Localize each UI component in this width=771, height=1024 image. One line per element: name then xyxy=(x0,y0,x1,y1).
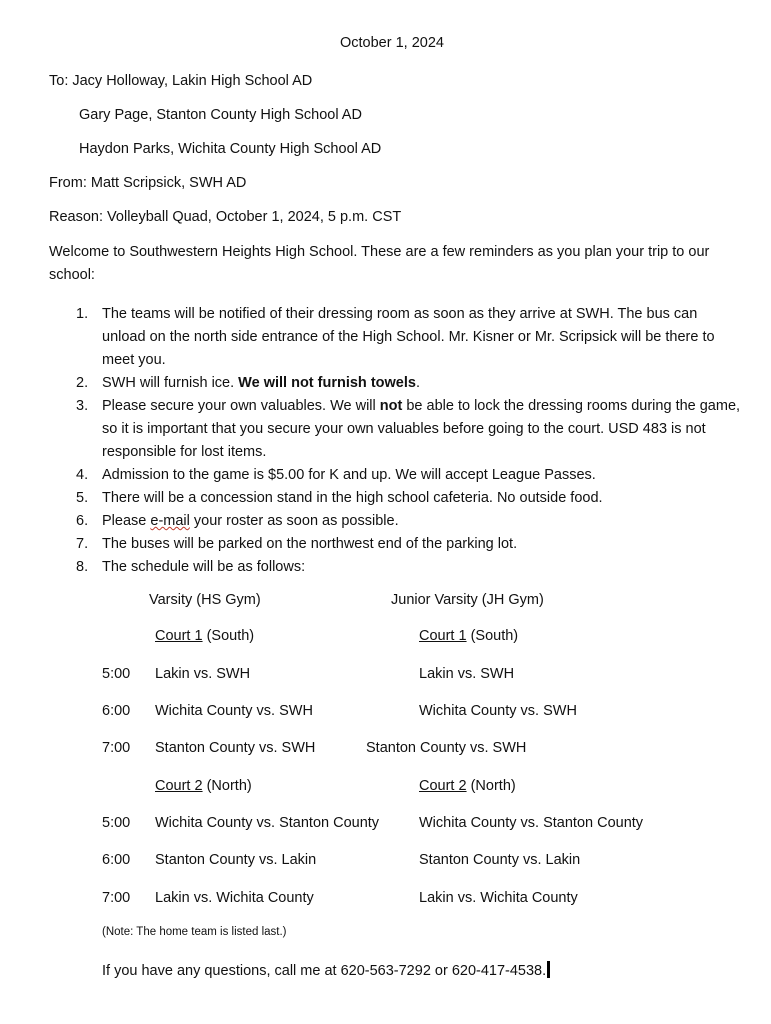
time-cell: 6:00 xyxy=(102,703,131,719)
list-number: 5. xyxy=(76,490,89,506)
varsity-match: Wichita County vs. Stanton County xyxy=(155,815,380,831)
time-cell: 5:00 xyxy=(102,815,131,831)
list-text: SWH will furnish ice. xyxy=(102,375,239,391)
list-item xyxy=(76,395,741,464)
time-cell: 5:00 xyxy=(102,666,131,682)
list-item xyxy=(76,464,741,487)
varsity-match: Stanton County vs. Lakin xyxy=(155,852,317,868)
spellcheck-flagged-word[interactable]: e-mail xyxy=(150,513,190,529)
home-team-note: (Note: The home team is listed last.) xyxy=(102,926,287,938)
reason-line: Reason: Volleyball Quad, October 1, 2024, 5 p.m. CST xyxy=(49,209,402,225)
list-text-bold: We will not furnish towels xyxy=(238,375,416,391)
list-number: 7. xyxy=(76,536,89,552)
list-item xyxy=(76,556,741,579)
list-item xyxy=(76,533,741,556)
court-1-jv-label: Court 1 (South) xyxy=(419,628,519,644)
jv-match: Lakin vs. SWH xyxy=(419,666,515,682)
list-number: 1. xyxy=(76,306,89,322)
court-1-varsity-label: Court 1 (South) xyxy=(155,628,255,644)
time-cell: 6:00 xyxy=(102,852,131,868)
time-cell: 7:00 xyxy=(102,740,131,756)
list-text: Please secure your own valuables. We will xyxy=(102,398,380,414)
to-recipient-2: Gary Page, Stanton County High School AD xyxy=(79,107,362,123)
list-number: 2. xyxy=(76,375,89,391)
varsity-match: Lakin vs. SWH xyxy=(155,666,251,682)
list-number: 8. xyxy=(76,559,89,575)
list-text: Please xyxy=(102,513,151,529)
list-text: . xyxy=(415,375,420,391)
list-text: your roster as soon as possible. xyxy=(189,513,399,529)
time-cell: 7:00 xyxy=(102,890,131,906)
list-item xyxy=(76,487,741,510)
list-text-bold: not xyxy=(379,398,403,414)
jv-match: Lakin vs. Wichita County xyxy=(419,890,578,906)
welcome-line-1: Welcome to Southwestern Heights High School. These are a few reminders as you plan your trip to our xyxy=(49,244,710,260)
closing-line: If you have any questions, call me at 620-563-7292 or 620-417-4538. xyxy=(102,961,550,979)
jv-match: Wichita County vs. Stanton County xyxy=(419,815,644,831)
jv-match: Stanton County vs. SWH xyxy=(366,740,527,756)
varsity-header: Varsity (HS Gym) xyxy=(149,592,261,608)
to-recipient-3: Haydon Parks, Wichita County High School AD xyxy=(79,141,382,157)
list-text: There will be a concession stand in the high school cafeteria. No outside food. xyxy=(102,490,603,506)
jv-header: Junior Varsity (JH Gym) xyxy=(391,592,544,608)
welcome-line-2: school: xyxy=(49,267,95,283)
list-text: be able to lock the dressing rooms during the game, so it is important that you secure your own valuables before going to the court. USD 483 is not responsible for lost items. xyxy=(102,398,741,460)
court-2-jv-label: Court 2 (North) xyxy=(419,778,516,794)
jv-match: Wichita County vs. SWH xyxy=(419,703,577,719)
varsity-match: Wichita County vs. SWH xyxy=(155,703,313,719)
from-line: From: Matt Scripsick, SWH AD xyxy=(49,175,247,191)
text-cursor xyxy=(547,961,550,978)
court-2-varsity-label: Court 2 (North) xyxy=(155,778,252,794)
to-line: To: Jacy Holloway, Lakin High School AD xyxy=(49,73,313,89)
varsity-match: Lakin vs. Wichita County xyxy=(155,890,314,906)
reminders-list xyxy=(76,303,741,579)
list-item xyxy=(76,303,741,372)
list-number: 3. xyxy=(76,398,89,414)
varsity-match: Stanton County vs. SWH xyxy=(155,740,316,756)
list-text: Admission to the game is $5.00 for K and up. We will accept League Passes. xyxy=(102,467,596,483)
list-text: The buses will be parked on the northwest end of the parking lot. xyxy=(102,536,518,552)
list-number: 6. xyxy=(76,513,89,529)
list-number: 4. xyxy=(76,467,89,483)
list-item xyxy=(76,372,741,395)
list-text: The schedule will be as follows: xyxy=(102,559,306,575)
jv-match: Stanton County vs. Lakin xyxy=(419,852,581,868)
letter-date: October 1, 2024 xyxy=(340,35,444,51)
list-item xyxy=(76,510,741,533)
list-text: The teams will be notified of their dressing room as soon as they arrive at SWH. The bus can unload on the north side entrance of the High School. Mr. Kisner or Mr. Scripsick will be there to meet you. xyxy=(102,306,715,368)
